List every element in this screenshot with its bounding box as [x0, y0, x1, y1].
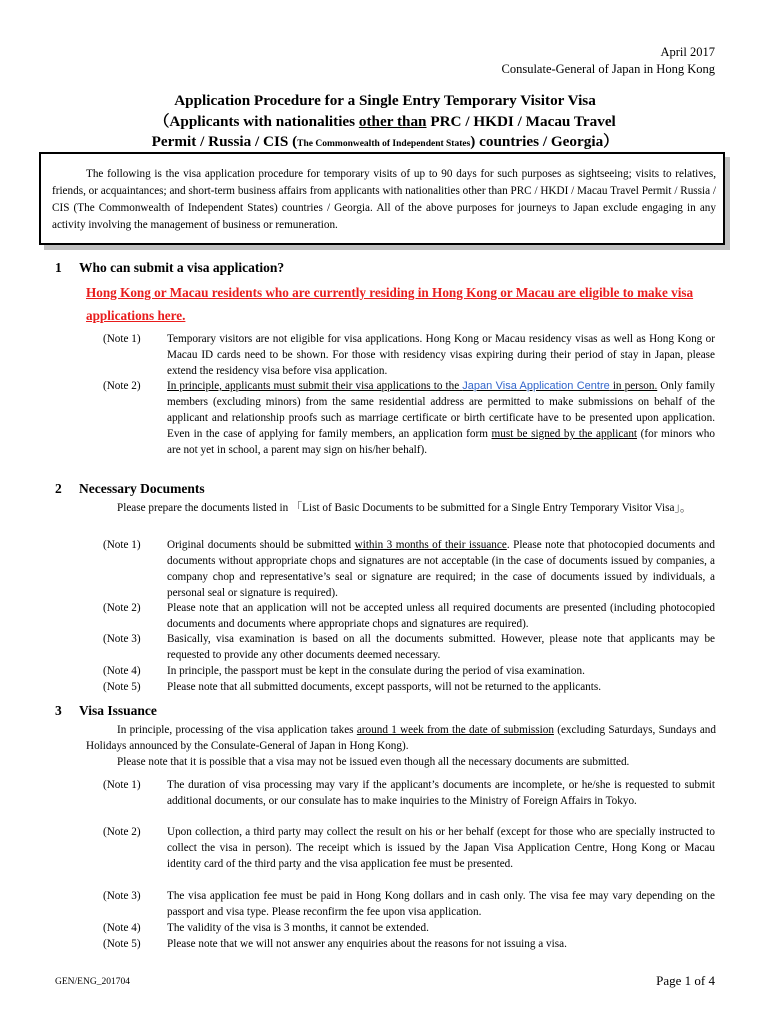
para-part: (excluding Saturdays, Sundays and Holidays announced by the Consulate-General of Japan in Hong Kong).: [86, 724, 716, 752]
title-line-3-small: The Commonwealth of Independent States: [297, 139, 471, 149]
header-block: [502, 44, 716, 78]
note-label: (Note 2): [103, 602, 141, 614]
note-text-part: Original documents should be submitted: [167, 539, 355, 551]
note-label: (Note 4): [103, 922, 141, 934]
note-text: [167, 378, 715, 458]
note-text: Please note that we will not answer any enquiries about the reasons for not issuing a visa.: [167, 938, 567, 950]
section-2-title: Necessary Documents: [79, 481, 205, 496]
page-number: Page 1 of 4: [656, 973, 715, 988]
note-text: In principle, the passport must be kept in the consulate during the period of visa examination.: [167, 665, 585, 677]
intro-paragraph: The following is the visa application procedure for temporary visits of up to 90 days for such purposes as sightseeing; visits to relatives, friends, or acquaintances; and short-term business affairs from applicants with nationalities other than PRC / HKDI / Macau Travel Permit / Russia / CIS (The Commonwealth of Independent States) countries / Georgia. All of the above purposes for journeys to Japan exclude engaging in any activity involving the management of business or remuneration.: [52, 168, 716, 231]
note-text: Please note that all submitted documents, except passports, will not be returned to the applicants.: [167, 681, 602, 693]
note-label: (Note 3): [103, 633, 141, 645]
header-date: April 2017: [660, 45, 715, 59]
section-3-title: Visa Issuance: [79, 703, 157, 718]
note-text-part: (for minors who are not yet in school, a parent may sign on his/her behalf).: [167, 428, 715, 456]
note-text-part: . Please note that photocopied documents and documents without appropriate chops and signatures are not acceptable (in the case of documents issued by companies, a company chop and representative’s seal or signature are required; in the case of documents issued by individuals, a personal seal or signature is required).: [167, 539, 715, 599]
section-3-intro: [86, 722, 716, 754]
note-text: Upon collection, a third party may collect the result on his or her behalf (except for those who are specially instructed to collect the visa in person). The receipt which is issued by the Japan Visa Application Centre, Hong Kong or Macau identity card of the third party and the visa application fee must be presented.: [167, 826, 715, 870]
note-label: (Note 1): [103, 779, 141, 791]
note-text: The visa application fee must be paid in Hong Kong dollars and in cash only. The visa fee may vary depending on the passport and visa type. Please reconfirm the fee upon visa application.: [167, 890, 715, 918]
note-label: (Note 2): [103, 380, 141, 392]
section-3-number: 3: [55, 703, 62, 718]
title-line-1: Application Procedure for a Single Entry Temporary Visitor Visa: [174, 92, 596, 109]
section-2-heading: [55, 481, 205, 497]
title-line-3-pre: Permit / Russia / CIS (: [151, 133, 298, 150]
note-text: The validity of the visa is 3 months, it cannot be extended.: [167, 922, 429, 934]
header-issuer: Consulate-General of Japan in Hong Kong: [501, 62, 715, 76]
title-line-2-post: PRC / HKDI / Macau Travel: [426, 113, 616, 130]
section-2-number: 2: [55, 481, 62, 496]
note-label: (Note 5): [103, 938, 141, 950]
note-label: (Note 4): [103, 665, 141, 677]
note-text: [167, 537, 715, 601]
note-label: (Note 1): [103, 539, 141, 551]
eligibility-highlight: Hong Kong or Macau residents who are currently residing in Hong Kong or Macau are eligible to make visa applications here.: [86, 285, 694, 323]
section-1-number: 1: [55, 260, 62, 275]
section-1-title: Who can submit a visa application?: [79, 260, 285, 275]
note-label: (Note 2): [103, 826, 141, 838]
note-underline: in person.: [609, 380, 658, 392]
section-3-intro-2: Please note that it is possible that a visa may not be issued even though all the necessary documents are submitted.: [117, 756, 630, 768]
note-label: (Note 5): [103, 681, 141, 693]
intro-text: [52, 166, 716, 234]
note-text: The duration of visa processing may vary if the applicant’s documents are incomplete, or he/she is requested to submit additional documents, or our consulate has to make inquiries to the Ministry of Foreign Affairs in Tokyo.: [167, 779, 715, 807]
title-line-2-underlined: other than: [358, 113, 427, 130]
note-text-part: Only family members (excluding minors) from the same residential address are permitted to make submissions on behalf of the applicant and relationship proofs such as marriage certificate or birth certificate have to be presented upon application. Even in the case of applying for family members, an application form: [167, 380, 716, 440]
note-text: Basically, visa examination is based on all the documents submitted. However, please note that applicants may be requested to provide any other documents deemed necessary.: [167, 633, 715, 661]
note-underline: within 3 months of their issuance: [354, 539, 507, 551]
para-part: In principle, processing of the visa application takes: [117, 724, 357, 736]
para-underline: around 1 week from the date of submission: [356, 724, 554, 736]
section-1-heading: [55, 260, 284, 276]
note-text: Please note that an application will not be accepted unless all required documents are presented (including photocopied documents and documents where appropriate chops and signatures are required).: [167, 602, 715, 630]
note-label: (Note 3): [103, 890, 141, 902]
title-line-2-pre: （Applicants with nationalities: [154, 113, 359, 130]
title-line-2: [40, 111, 730, 132]
title-line-3-post: ) countries / Georgia）: [470, 133, 619, 150]
note-underline: In principle, applicants must submit their visa applications to the: [167, 380, 463, 392]
section-3-heading: [55, 703, 157, 719]
note-text: Temporary visitors are not eligible for visa applications. Hong Kong or Macau residency visas as well as Hong Kong or Macau ID cards need to be shown. For those with residency visas expiring during their period of stay in Japan, please extend the residency visa before visa application.: [167, 333, 715, 377]
footer-code: GEN/ENG_201704: [55, 977, 130, 987]
note-underline: must be signed by the applicant: [491, 428, 638, 440]
note-label: (Note 1): [103, 333, 141, 345]
section-2-intro: Please prepare the documents listed in 「List of Basic Documents to be submitted for a Single Entry Temporary Visitor Visa」。: [117, 502, 692, 514]
jvac-link[interactable]: Japan Visa Application Centre: [462, 380, 610, 392]
